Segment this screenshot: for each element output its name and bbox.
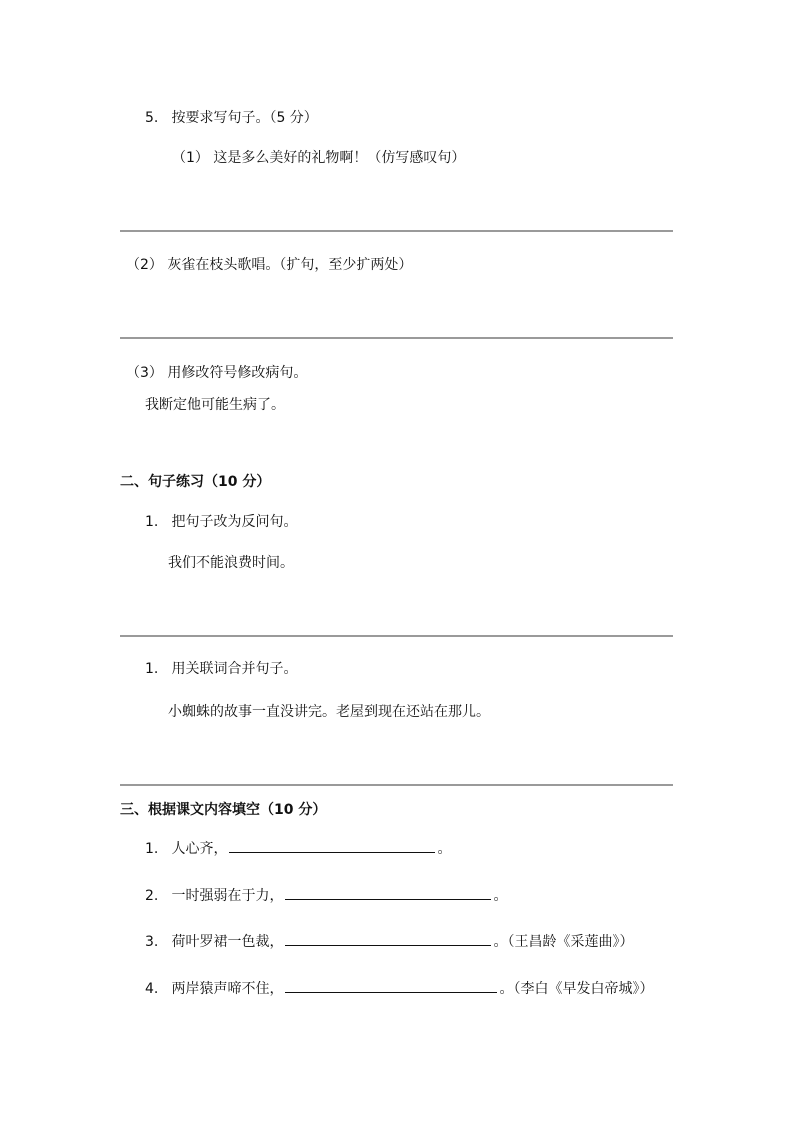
item-suffix: 。（李白《早发白帝城》）	[499, 981, 654, 997]
item-prefix: 一时强弱在于力，	[171, 888, 284, 904]
subquestion-2: （2） 灰雀在枝头歌唱。（扩句，至少扩两处）	[126, 257, 413, 273]
item-prefix: 荷叶罗裙一色裁，	[171, 934, 284, 950]
fill-item-4	[145, 978, 653, 999]
question-number: 1.	[145, 661, 159, 677]
question-number: 5.	[145, 110, 159, 126]
question-5	[145, 108, 318, 128]
faulty-sentence: 我断定他可能生病了。	[145, 397, 285, 413]
fill-item-3	[145, 931, 633, 952]
item-suffix: 。	[493, 888, 508, 904]
item-prefix: 两岸猿声啼不住，	[171, 981, 284, 997]
section-3-heading: 三、根据课文内容填空（10 分）	[120, 802, 327, 818]
item-number: 3.	[145, 934, 159, 950]
question-2-1	[145, 512, 297, 532]
answer-line	[120, 635, 673, 637]
sentence-to-rewrite: 我们不能浪费时间。	[168, 555, 294, 571]
item-suffix: 。（王昌龄《采莲曲》）	[493, 934, 634, 950]
subquestion-3: （3） 用修改符号修改病句。	[126, 365, 308, 381]
fill-item-1	[145, 838, 451, 859]
sentences-to-merge: 小蜘蛛的故事一直没讲完。老屋到现在还站在那儿。	[168, 704, 490, 720]
fill-blank[interactable]	[285, 885, 491, 900]
answer-line	[120, 230, 673, 232]
fill-item-2	[145, 885, 507, 906]
question-text: 用关联词合并句子。	[171, 661, 298, 677]
answer-line	[120, 784, 673, 786]
fill-blank[interactable]	[229, 838, 435, 853]
question-text: 按要求写句子。（5 分）	[171, 110, 318, 126]
item-number: 2.	[145, 888, 159, 904]
item-number: 1.	[145, 841, 159, 857]
subquestion-1: （1） 这是多么美好的礼物啊！（仿写感叹句）	[172, 150, 466, 166]
item-suffix: 。	[437, 841, 452, 857]
section-2-heading: 二、句子练习（10 分）	[120, 474, 271, 490]
fill-blank[interactable]	[285, 978, 497, 993]
item-number: 4.	[145, 981, 159, 997]
item-prefix: 人心齐，	[171, 841, 228, 857]
question-2-2	[145, 659, 297, 679]
fill-blank[interactable]	[285, 931, 491, 946]
answer-line	[120, 337, 673, 339]
question-number: 1.	[145, 514, 159, 530]
question-text: 把句子改为反问句。	[171, 514, 298, 530]
